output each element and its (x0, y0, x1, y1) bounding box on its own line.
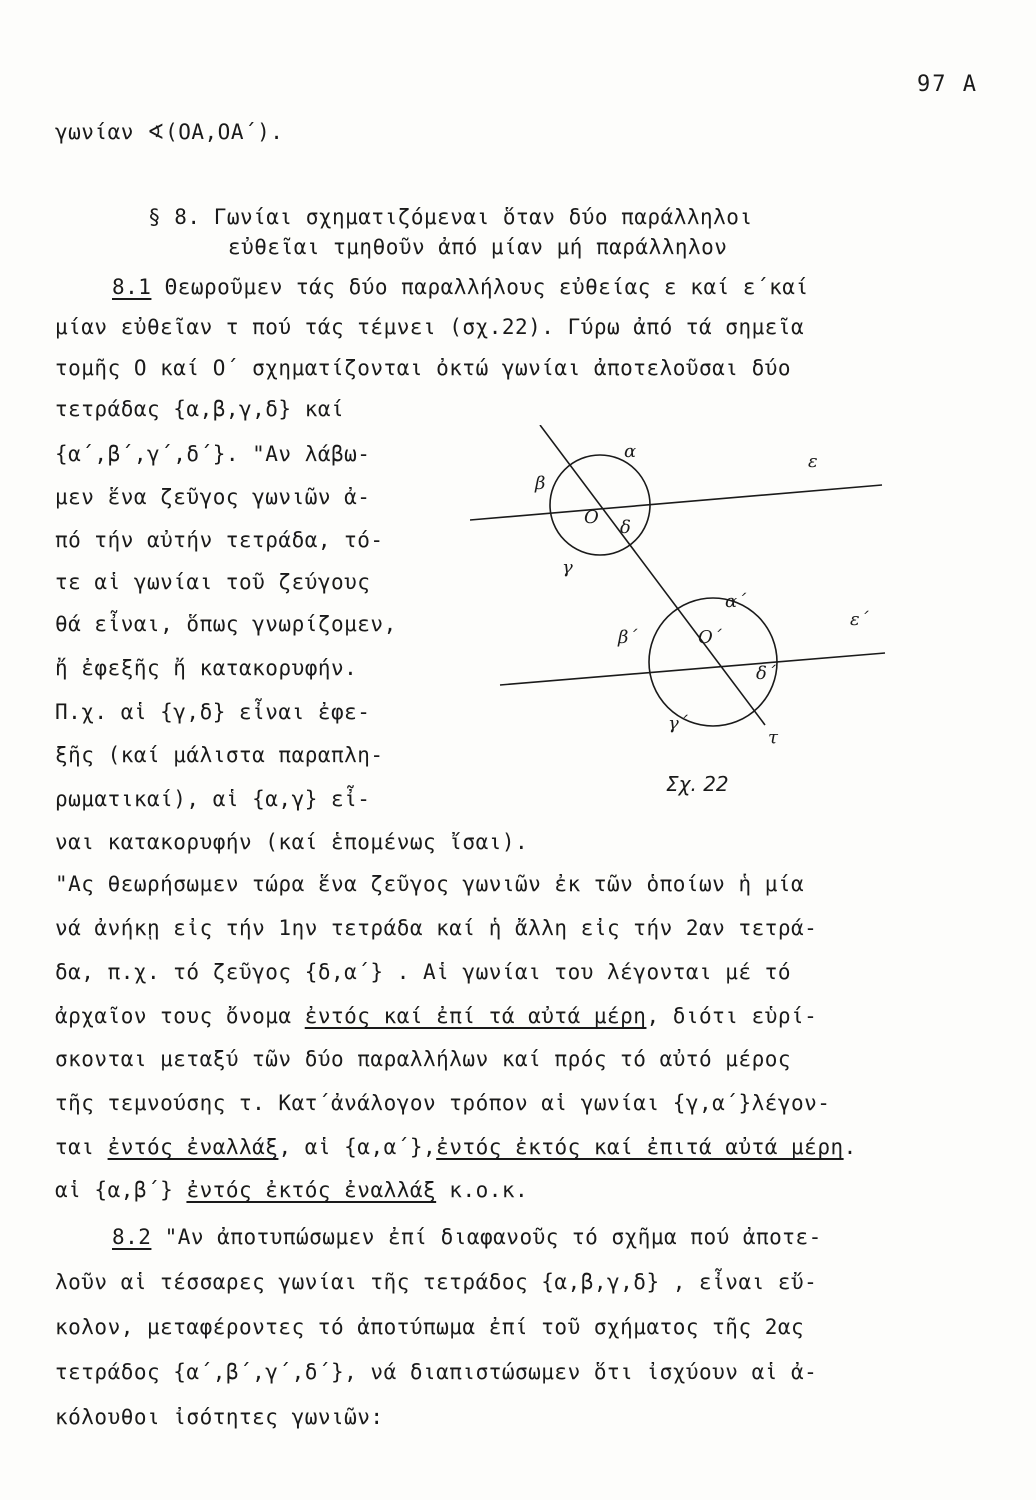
text-span: , διότι εὑρί- (646, 1004, 818, 1028)
subsection-number: 8.1 (112, 275, 152, 299)
text-line (112, 275, 809, 299)
text-span: ται (55, 1135, 108, 1159)
text-line: πό τήν αὐτήν τετράδα, τό- (55, 528, 384, 552)
circle-O-prime (649, 598, 777, 726)
text-line: Π.χ. αἱ {γ,δ} εἶναι ἐφε- (55, 700, 371, 724)
text-line (55, 1178, 528, 1202)
section-heading-cont: εὐθεῖαι τμηθοῦν ἀπό μίαν μή παράλληλον (228, 235, 728, 259)
text-line: μεν ἕνα ζεῦγος γωνιῶν ἀ- (55, 485, 371, 509)
text-line: ἤ ἐφεξῆς ἤ κατακορυφήν. (55, 656, 358, 680)
line-epsilon (470, 485, 882, 520)
figure-22-drawing (470, 425, 900, 815)
subsection-number: 8.2 (112, 1225, 152, 1249)
label-alpha: α (624, 441, 637, 462)
text-line: κολον, μεταφέροντες τό ἀποτύπωμα ἐπί τοῦ σχήματος τῆς 2ας (55, 1315, 805, 1339)
text-span: αἱ {α,β΄} (55, 1178, 187, 1202)
text-line: {α΄,β΄,γ΄,δ΄}. "Αν λάβω- (55, 442, 371, 466)
label-epsilon: ε (808, 451, 818, 472)
text-span: κ.ο.κ. (436, 1178, 529, 1202)
text-span: , αἱ {α,α΄}, (278, 1135, 437, 1159)
term-underlined: ἐντός καί ἐπί τά αὐτά μέρη (304, 1004, 647, 1028)
figure-22 (470, 425, 900, 815)
text-line: θά εἶναι, ὅπως γνωρίζομεν, (55, 612, 397, 636)
text-line: νά ἀνήκῃ εἰς τήν 1ην τετράδα καί ἡ ἄλλη εἰς τήν 2αν τετρά- (55, 916, 818, 940)
text-line: ξῆς (καί μάλιστα παραπλη- (55, 743, 384, 767)
text-line: δα, π.χ. τό ζεῦγος {δ,α΄} . Αἱ γωνίαι του λέγονται μέ τό (55, 960, 792, 984)
text-line: κόλουθοι ἰσότητες γωνιῶν: (55, 1405, 384, 1429)
line-epsilon-prime (500, 653, 885, 685)
label-gamma: γ (562, 557, 573, 578)
text-line (112, 1225, 822, 1249)
text-line: τετράδας {α,β,γ,δ} καί (55, 397, 345, 421)
text-line: ρωματικαί), αἱ {α,γ} εἶ- (55, 787, 371, 811)
term-underlined: ἐντός ἐκτός ἐναλλάξ (186, 1178, 437, 1202)
figure-caption: Σχ. 22 (666, 772, 729, 796)
text-line: τομῆς Ο καί Ο΄ σχηματίζονται ὀκτώ γωνίαι ἀποτελοῦσαι δύο (55, 356, 792, 380)
text-line: τῆς τεμνούσης τ. Κατ΄ἀνάλογον τρόπον αἱ γωνίαι {γ,α΄}λέγον- (55, 1091, 831, 1115)
text-line: λοῦν αἱ τέσσαρες γωνίαι τῆς τετράδος {α,β,γ,δ} , εἶναι εὔ- (55, 1270, 818, 1294)
label-tau: τ (768, 727, 778, 748)
label-epsilon-prime: ε΄ (850, 609, 869, 630)
text-span: "Αν ἀποτυπώσωμεν ἐπί διαφανοῦς τό σχῆμα πού ἀποτε- (151, 1225, 822, 1249)
page-number: 97 A (917, 72, 978, 97)
text-line: τε αἱ γωνίαι τοῦ ζεύγους (55, 570, 371, 594)
label-O-prime: Ο΄ (698, 627, 722, 648)
text-line (55, 1135, 857, 1159)
text-line: "Ας θεωρήσωμεν τώρα ἕνα ζεῦγος γωνιῶν ἐκ τῶν ὁποίων ἡ μία (55, 872, 805, 896)
text-span: . (843, 1135, 857, 1159)
text-line: ναι κατακορυφήν (καί ἑπομένως ἴσαι). (55, 830, 529, 854)
text-line (55, 1004, 817, 1028)
label-beta: β (535, 473, 546, 494)
text-line: τετράδος {α΄,β΄,γ΄,δ΄}, νά διαπιστώσωμεν ὅτι ἰσχύουν αἱ ἀ- (55, 1360, 818, 1384)
line-tau (540, 425, 765, 725)
text-line: γωνίαν ∢(ΟΑ,ΟΑ΄). (55, 120, 284, 144)
text-line: σκονται μεταξύ τῶν δύο παραλλήλων καί πρός τό αὐτό μέρος (55, 1047, 792, 1071)
label-O: Ο (584, 507, 599, 528)
label-gamma-prime: γ΄ (668, 713, 688, 734)
label-delta: δ (620, 517, 631, 538)
section-heading: § 8. Γωνίαι σχηματιζόμεναι ὅταν δύο παράλληλοι (148, 205, 753, 229)
label-alpha-prime: α΄ (725, 591, 747, 612)
text-span: ἀρχαῖον τους ὄνομα (55, 1004, 305, 1028)
term-underlined: ἐντός ἐκτός καί ἐπιτά αὐτά μέρη (436, 1135, 844, 1159)
label-delta-prime: δ΄ (756, 663, 776, 684)
text-line: μίαν εὐθεῖαν τ πού τάς τέμνει (σχ.22). Γύρω ἀπό τά σημεῖα (55, 315, 805, 339)
term-underlined: ἐντός ἐναλλάξ (107, 1135, 279, 1159)
label-beta-prime: β΄ (618, 627, 638, 648)
text-span: Θεωροῦμεν τάς δύο παραλλήλους εὐθείας ε καί ε΄καί (151, 275, 809, 299)
